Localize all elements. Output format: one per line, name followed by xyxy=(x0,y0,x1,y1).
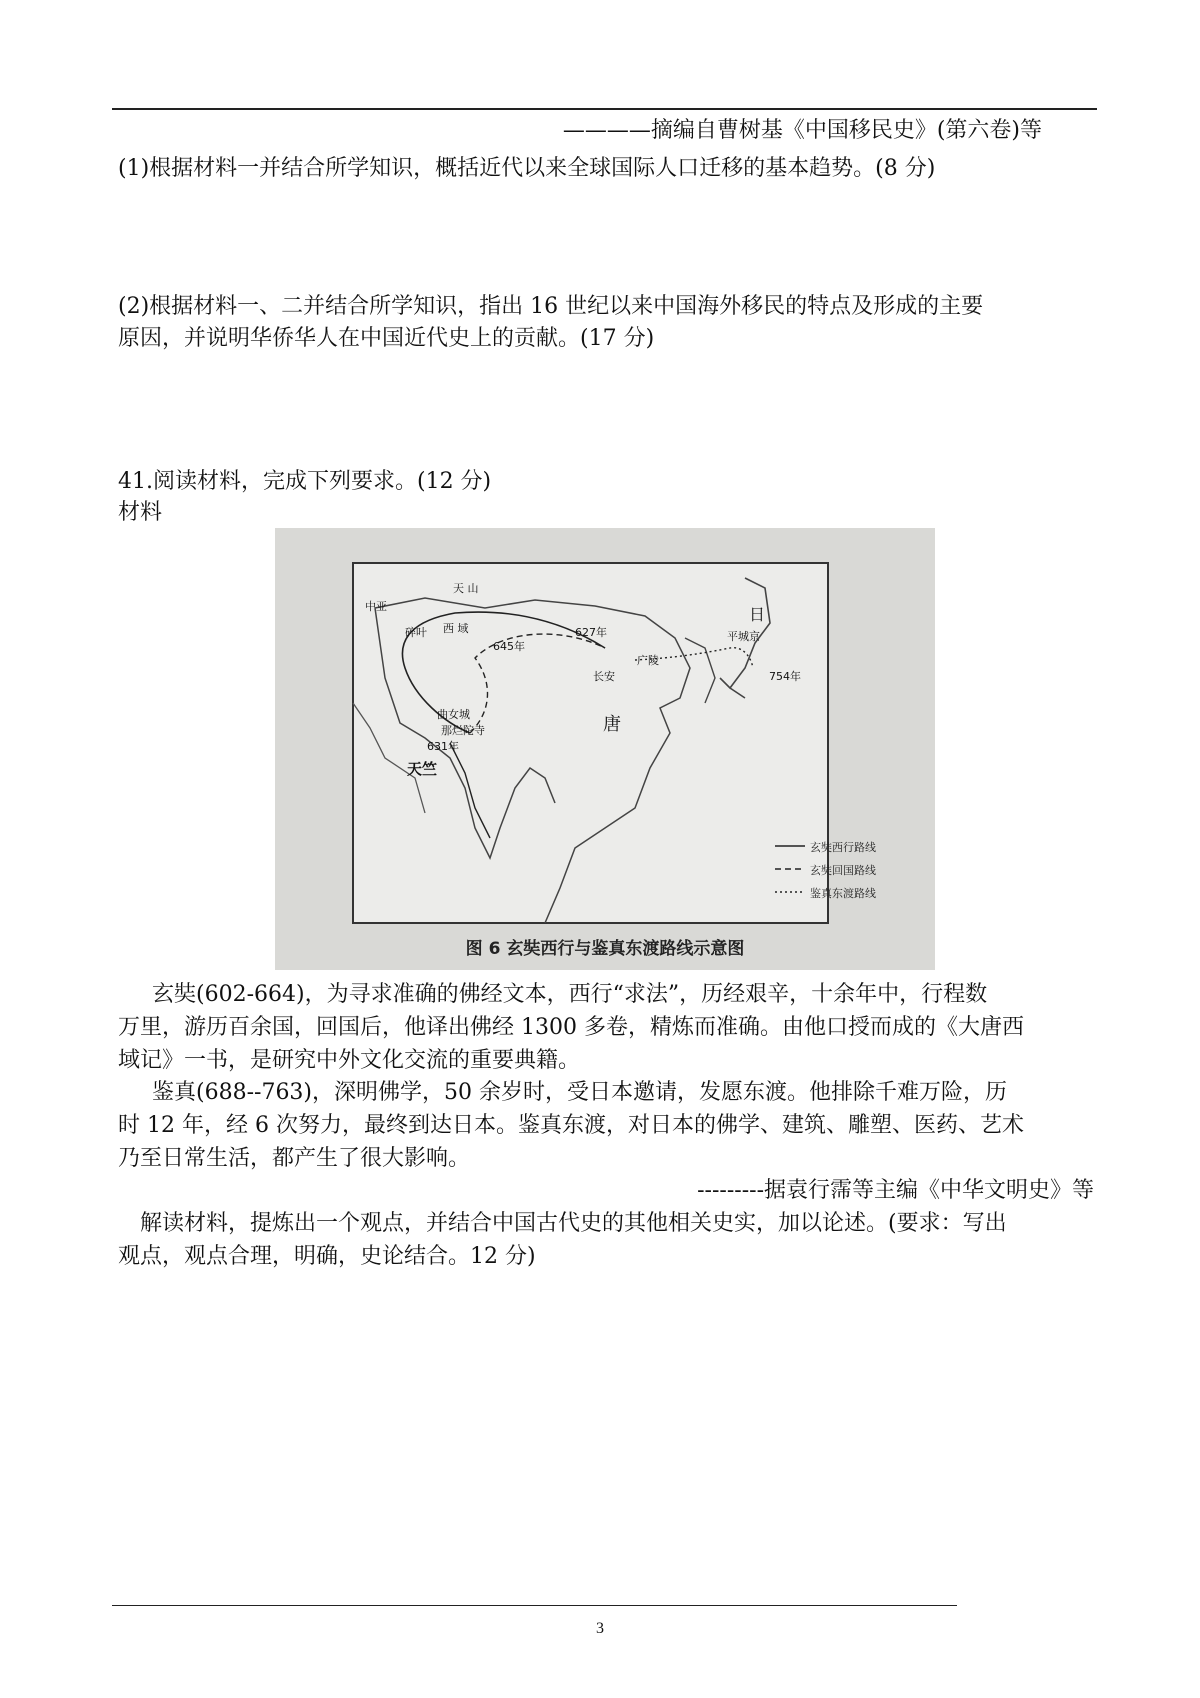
legend-xuanzang-return: 玄奘回国路线 xyxy=(810,864,876,877)
label-year-645: 645年 xyxy=(493,640,525,653)
material-label: 材料 xyxy=(118,500,163,525)
legend-jianzhen-east: 鉴真东渡路线 xyxy=(810,887,876,900)
page-number: 3 xyxy=(596,1620,604,1637)
header-rule xyxy=(112,108,1097,110)
paragraph-1-line-1: 玄奘(602-664)，为寻求准确的佛经文本，西行“求法”，历经艰辛，十余年中，行程数 xyxy=(152,982,988,1007)
label-nalanda: 那烂陀寺 xyxy=(441,724,485,737)
source-note-1: ————摘编自曹树基《中国移民史》(第六卷)等 xyxy=(562,118,1042,143)
question-2-line-1: (2)根据材料一、二并结合所学知识，指出 16 世纪以来中国海外移民的特点及形成的主要 xyxy=(118,294,984,319)
paragraph-2-line-1: 鉴真(688--763)，深明佛学，50 余岁时，受日本邀请，发愿东渡。他排除千难万险，历 xyxy=(152,1080,1008,1105)
label-tianshan: 天 山 xyxy=(453,582,479,595)
label-ri: 日 xyxy=(749,605,766,624)
question-41-title: 41.阅读材料，完成下列要求。(12 分) xyxy=(118,469,492,494)
label-zhongya: 中亚 xyxy=(365,600,387,613)
question-1: (1)根据材料一并结合所学知识，概括近代以来全球国际人口迁移的基本趋势。(8 分) xyxy=(118,156,936,181)
legend-xuanzang-west: 玄奘西行路线 xyxy=(810,841,876,854)
source-note-2: ---------据袁行霈等主编《中华文明史》等 xyxy=(697,1178,1094,1203)
question-2-line-2: 原因，并说明华侨华人在中国近代史上的贡献。(17 分) xyxy=(118,326,655,351)
paragraph-2-line-3: 乃至日常生活，都产生了很大影响。 xyxy=(118,1146,471,1171)
label-pingcheng: 平城京 xyxy=(727,630,760,643)
paragraph-1-line-3: 域记》一书，是研究中外文化交流的重要典籍。 xyxy=(118,1048,581,1073)
label-year-631: 631年 xyxy=(427,740,459,753)
label-guangling: 广陵 xyxy=(637,654,659,667)
footer-rule xyxy=(112,1605,957,1606)
label-year-754: 754年 xyxy=(769,670,801,683)
label-qunv: 曲女城 xyxy=(437,708,470,721)
label-changan: 长安 xyxy=(593,670,615,683)
label-year-627: 627年 xyxy=(575,626,607,639)
task-line-2: 观点，观点合理，明确，史论结合。12 分) xyxy=(118,1244,536,1269)
paragraph-1-line-2: 万里，游历百余国，回国后，他译出佛经 1300 多卷，精炼而准确。由他口授而成的《大唐西 xyxy=(118,1015,1024,1040)
paragraph-2-line-2: 时 12 年，经 6 次努力，最终到达日本。鉴真东渡，对日本的佛学、建筑、雕塑、医药、艺术 xyxy=(118,1113,1024,1138)
map-caption: 图 6 玄奘西行与鉴真东渡路线示意图 xyxy=(465,939,745,959)
label-tianzhu: 天竺 xyxy=(407,760,438,778)
task-line-1: 解读材料，提炼出一个观点，并结合中国古代史的其他相关史实，加以论述。(要求：写出 xyxy=(140,1211,1007,1236)
label-tang: 唐 xyxy=(603,714,621,735)
label-xiyu: 西 域 xyxy=(443,622,469,635)
label-suiye: 碎叶 xyxy=(405,626,427,639)
route-map-figure xyxy=(275,528,935,970)
